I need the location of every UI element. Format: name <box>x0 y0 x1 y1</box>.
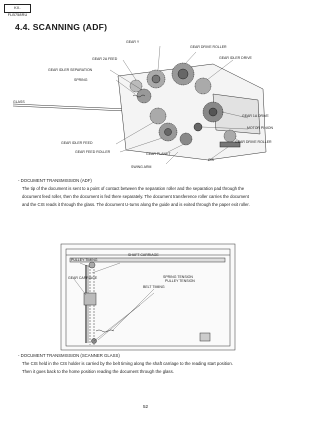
section-title: 4.4. SCANNING (ADF) <box>15 22 108 32</box>
label-gear-idler-feed: GEAR IDLER FEED <box>61 141 93 145</box>
model-number-tag: KX-FLB758RU <box>4 4 31 13</box>
label-gear-drive-roller-2: GEAR DRIVE ROLLER <box>235 140 272 144</box>
label-glass: GLASS <box>13 100 25 104</box>
label-belt-timing: BELT TIMING <box>143 285 165 289</box>
label-motor-pinion: MOTOR PINION <box>247 126 273 130</box>
label-gear-drive-roller: GEAR DRIVE ROLLER <box>190 45 227 49</box>
glass-plate <box>13 104 128 109</box>
adf-transmission-paragraph <box>18 177 284 209</box>
label-shaft-carriage: SHAFT CARRIAGE <box>128 253 159 257</box>
page-number: 52 <box>143 404 149 409</box>
adf-line-2: document feed roller, then the document is fed there separately. The document transference roller carries the document <box>22 194 249 200</box>
scanner-glass-paragraph <box>18 352 284 376</box>
label-cis: CIS <box>208 158 214 162</box>
motor-pinion-icon <box>194 123 202 131</box>
label-spring: SPRING <box>74 78 88 82</box>
label-gear-idler-drive: GEAR IDLER DRIVE <box>219 56 252 60</box>
label-gear-carriage: GEAR CARRIAGE <box>68 276 98 280</box>
label-gear-1a-drive: GEAR 1A DRIVE <box>242 114 269 118</box>
adf-heading: - DOCUMENT TRANSMISSION (ADF) <box>18 178 92 183</box>
adf-line-3: and the CIS reads it through the glass. The document U-turns along the guide and is exited through the paper exit roller. <box>22 202 250 208</box>
adf-line-1: The tip of the document is sent to a point of contact between the separation roller and the separation pad through the <box>22 186 245 192</box>
label-swing-arm: SWING ARM <box>131 165 152 169</box>
label-pulley-tension: PULLEY TENSION <box>165 279 195 283</box>
label-gear-idler-separation: GEAR IDLER SEPARATION <box>48 68 93 72</box>
gear-idler-feed-icon <box>150 108 166 124</box>
gear-planet-icon <box>180 133 192 145</box>
label-gear-y: GEAR Y <box>126 40 140 44</box>
glass-plate-lower <box>13 106 126 111</box>
label-gear-feed-roller: GEAR FEED ROLLER <box>75 150 111 154</box>
label-gear-2a-feed: GEAR 2A FEED <box>92 57 118 61</box>
gear-idler-separation-icon <box>137 89 151 103</box>
scanner-glass-heading: - DOCUMENT TRANSMISSION (SCANNER GLASS) <box>18 353 120 358</box>
label-spring-tension: SPRING TENSION <box>163 275 193 279</box>
label-gear-planet: GEAR PLANET <box>146 152 171 156</box>
scanner-glass-line-1: The CIS held in the CIS holder is carried by the belt timing along the shaft carriage to the reading start position. <box>22 361 233 367</box>
gear-idler-drive-icon <box>195 78 211 94</box>
scanner-glass-line-2: Then it goes back to the home position reading the document through the glass. <box>22 369 174 375</box>
label-pulley-timing: PULLEY TIMING <box>71 258 98 262</box>
